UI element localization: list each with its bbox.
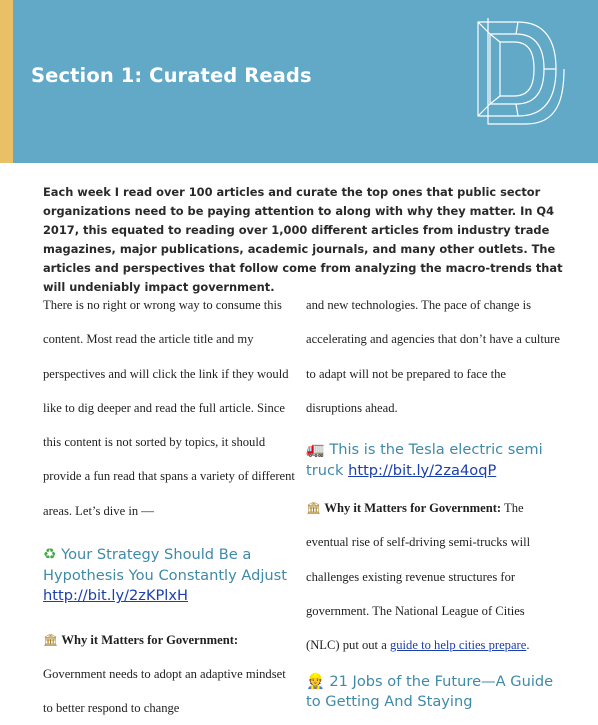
left-column [43,288,298,725]
article-link[interactable]: http://bit.ly/2za4oqP [348,461,497,479]
sentence-end: . [526,638,530,653]
worker-icon: 👷 [306,671,325,690]
why-it-matters-heading: Why it Matters for Government: [61,632,239,647]
section-header [0,0,598,163]
article-link[interactable]: http://bit.ly/2zKPlxH [43,587,188,605]
guide-link[interactable]: guide to help cities prepare [389,638,527,653]
government-building-icon: 🏛 [306,501,322,516]
why-it-matters-heading: Why it Matters for Government: [324,501,502,516]
header-accent-bar [0,0,13,163]
outlined-letter-d-icon [470,14,566,134]
article-headline [306,671,561,713]
government-building-icon: 🏛 [43,632,59,647]
continued-text: and new technologies. The pace of change is accelerating and agencies that don’t have a culture to adapt will not be prepared to face the disruptions ahead. [306,298,560,415]
why-it-matters-block [43,623,298,725]
recycle-icon: ♻ [43,545,57,564]
article-headline [43,544,298,607]
why-it-matters-block [306,491,561,662]
article-title: This is the Tesla electric semi truck [306,441,543,479]
section-title: Section 1: Curated Reads [31,64,312,87]
article-title: 21 Jobs of the Future—A Guide to Getting And Staying [306,672,554,711]
intro-body-text: There is no right or wrong way to consume this content. Most read the article title and my perspectives and will click the link if they would like to dig deeper and read the full article. Since this content is not sorted by topics, it should provide a fun read that spans a variety of different areas. Let’s dive in — [43,298,295,518]
article-headline [306,439,561,481]
article-title: Your Strategy Should Be a Hypothesis You Constantly Adjust [43,546,288,584]
why-it-matters-text: Government needs to adopt an adaptive mindset to better respond to change [43,666,286,716]
truck-icon: 🚛 [306,440,325,459]
right-column [306,288,561,713]
intro-paragraph: Each week I read over 100 articles and curate the top ones that public sector organizations need to be paying attention to along with why they matter. In Q4 2017, this equated to reading over 1,000 different articles from industry trade magazines, major publications, academic journals, and many other outlets. The articles and perspectives that follow come from analyzing the macro-trends that will undeniably impact government. [43,185,563,294]
why-it-matters-text: The eventual rise of self-driving semi-trucks will challenges existing revenue structures for government. The National League of Cities (NLC) put out a [306,501,531,653]
